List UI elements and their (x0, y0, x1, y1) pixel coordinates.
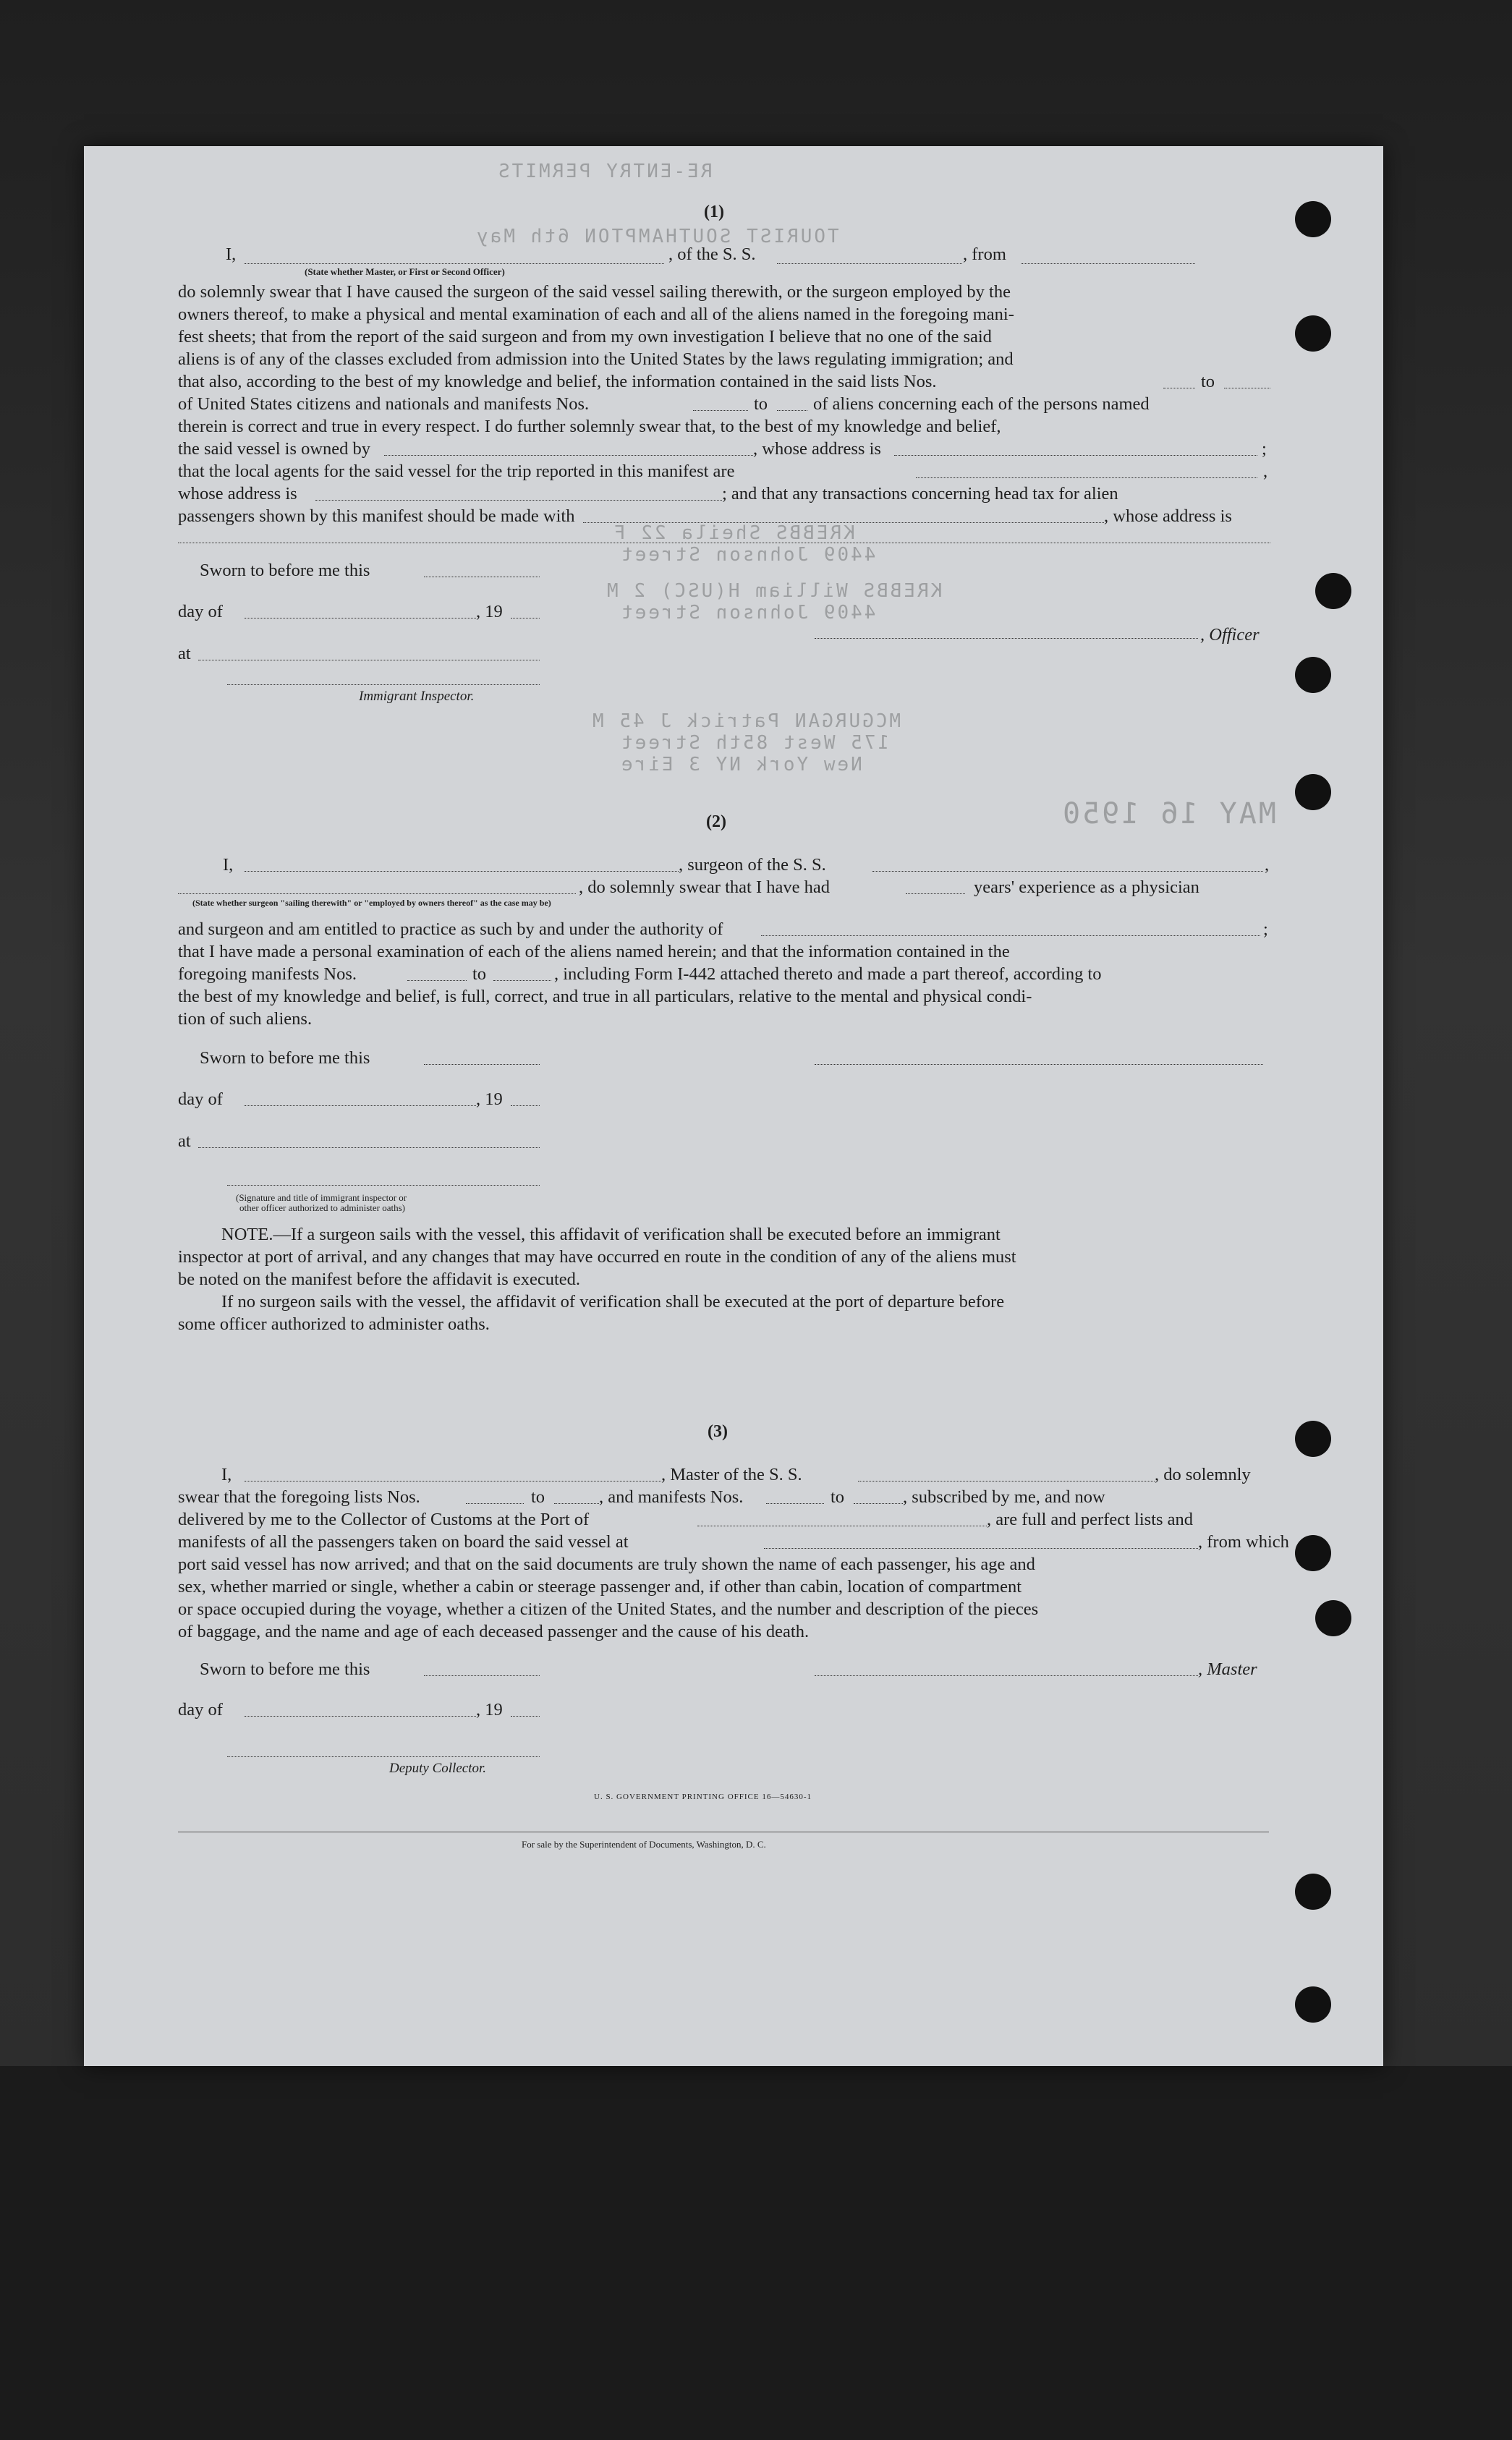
blank-line (764, 1548, 1198, 1549)
blank-line (245, 1481, 661, 1482)
section-text: therein is correct and true in every respect. I do further solemnly swear that, to the best of my knowledge and belief, (178, 417, 1001, 436)
bleed-line: RE-ENTRY PERMITS (496, 161, 713, 182)
section-text: that the local agents for the said vessel for the trip reported in this manifest are (178, 462, 735, 481)
section-text: to (531, 1487, 545, 1507)
section-text: years' experience as a physician (974, 877, 1199, 897)
blank-line (466, 1503, 524, 1504)
blank-line (1022, 263, 1195, 264)
punch-hole (1295, 1986, 1331, 2023)
blank-line (227, 1756, 540, 1757)
punch-hole (1295, 1421, 1331, 1457)
blank-line (777, 263, 962, 264)
blank-line (906, 893, 965, 894)
officer-label: , Officer (1200, 625, 1260, 645)
blank-line (854, 1503, 903, 1504)
section-text: tion of such aliens. (178, 1009, 313, 1029)
master-signature-line (815, 1675, 1198, 1676)
bleed-line: New York NY 3 Eire (619, 754, 862, 775)
section-text: to (1201, 372, 1215, 391)
for-sale-notice: For sale by the Superintendent of Documents, Washington, D. C. (522, 1839, 766, 1850)
section-text: and surgeon and am entitled to practice as such by and under the authority of (178, 919, 723, 939)
note-text: inspector at port of arrival, and any changes that may have occurred en route in the condition of any of the aliens must (178, 1247, 1016, 1267)
blank-line (511, 1716, 540, 1717)
blank-line (178, 893, 576, 894)
field-caption: (State whether surgeon "sailing therewith" or "employed by owners thereof" as the case may be) (192, 898, 551, 908)
section-text: that I have made a personal examination of each of the aliens named herein; and that the information contained in the (178, 942, 1010, 961)
blank-line (315, 500, 722, 501)
oath-paragraph: do solemnly swear that I have caused the surgeon of the said vessel sailing therewith, or the surgeon employed by the owners thereof, to make a physical and mental examination of each and all of the aliens named in the foregoing mani- fest sheets; that from the report of the said surgeon and from my own investigation I believe that no one of the said aliens is of any of the classes excluded from admission into the United States by the laws regulating immigration; and (178, 282, 1014, 369)
section-text: , of the S. S. (668, 245, 756, 264)
punch-hole (1315, 1600, 1351, 1636)
blank-line (766, 1503, 824, 1504)
oath-paragraph: port said vessel has now arrived; and that on the said documents are truly shown the name of each passenger, his age and sex, whether married or single, whether a cabin or steerage passenger and, if other than cabin, location of compartment or space occupied during the voyage, whether a citizen of the United States, and the number and description of the pieces of baggage, and the name and age of each deceased passenger and the cause of his death. (178, 1555, 1039, 1641)
section-text: , do solemnly swear that I have had (579, 877, 830, 897)
blank-line (761, 935, 1260, 936)
printing-office: U. S. GOVERNMENT PRINTING OFFICE 16—54630-1 (594, 1793, 812, 1801)
blank-line (245, 871, 679, 872)
blank-line (554, 1503, 599, 1504)
scanner-margin (0, 2066, 1512, 2440)
section-text: , and manifests Nos. (599, 1487, 744, 1507)
section-text: the best of my knowledge and belief, is full, correct, and true in all particulars, relative to the mental and physical condi- (178, 987, 1032, 1006)
blank-line (424, 1675, 540, 1676)
section-text: to (472, 964, 487, 984)
section-text: , surgeon of the S. S. (679, 855, 826, 875)
blank-line (916, 477, 1257, 478)
section-text: , subscribed by me, and now (903, 1487, 1105, 1507)
section-text: , Master of the S. S. (661, 1465, 802, 1484)
punch-hole (1315, 573, 1351, 609)
blank-line (227, 1185, 540, 1186)
section-text: of United States citizens and nationals and manifests Nos. (178, 394, 590, 414)
bleed-line: 4409 Johnson Street (619, 602, 876, 624)
signature-line (815, 1064, 1263, 1065)
section-text: the said vessel is owned by (178, 439, 371, 459)
blank-line (777, 410, 807, 411)
blank-line (424, 1064, 540, 1065)
section-text: , do solemnly (1155, 1465, 1251, 1484)
bleed-line: 175 West 85th Street (619, 732, 890, 754)
section-text: ; and that any transactions concerning head tax for alien (722, 484, 1118, 503)
manifest-page (84, 146, 1383, 2066)
master-label: , Master (1198, 1659, 1257, 1679)
section-text: of aliens concerning each of the persons named (813, 394, 1150, 414)
section-text: , from (963, 245, 1006, 264)
sworn-label: Sworn to before me this (200, 561, 370, 580)
blank-line (894, 455, 1257, 456)
bleed-line: MCGURGAN Patrick J 45 M (590, 710, 901, 732)
blank-line (227, 684, 540, 685)
note-text: be noted on the manifest before the affidavit is executed. (178, 1270, 581, 1289)
deputy-caption: Deputy Collector. (389, 1761, 487, 1776)
blank-line (245, 1105, 476, 1106)
signature-caption: other officer authorized to administer oaths) (239, 1202, 405, 1213)
blank-line (693, 410, 748, 411)
section-text: , (1265, 855, 1270, 875)
bleed-line: TOURIST SOUTHAMPTON 6th May (475, 226, 839, 247)
section-number: (2) (706, 812, 726, 831)
section-text: ; (1263, 919, 1268, 939)
punch-hole (1295, 774, 1331, 810)
day-label: day of (178, 1700, 223, 1720)
blank-line (407, 980, 467, 981)
blank-line (245, 1716, 476, 1717)
section-text: , whose address is (1104, 506, 1232, 526)
note-text: NOTE.—If a surgeon sails with the vessel, this affidavit of verification shall be executed before an immigrant (221, 1225, 1001, 1244)
section-text: to (754, 394, 768, 414)
section-text: I, (223, 855, 234, 875)
year-label: , 19 (476, 1700, 503, 1720)
day-label: day of (178, 1089, 223, 1109)
punch-hole (1295, 315, 1331, 352)
section-text: manifests of all the passengers taken on board the said vessel at (178, 1532, 629, 1552)
bleed-line: KREBBS William H(USC) 2 M (605, 580, 943, 602)
blank-line (384, 455, 753, 456)
inspector-caption: Immigrant Inspector. (359, 689, 475, 704)
year-label: , 19 (476, 1089, 503, 1109)
blank-line (858, 1481, 1155, 1482)
sworn-label: Sworn to before me this (200, 1048, 370, 1068)
section-text: I, (221, 1465, 232, 1484)
blank-line (583, 522, 1104, 523)
blank-line (198, 1147, 540, 1148)
year-label: , 19 (476, 602, 503, 621)
bleed-stamp: MAY 16 1950 (1061, 797, 1276, 830)
officer-signature-line (815, 638, 1198, 639)
punch-hole (1295, 657, 1331, 693)
section-text: ; (1262, 439, 1267, 459)
section-text: whose address is (178, 484, 297, 503)
blank-line (511, 1105, 540, 1106)
sworn-label: Sworn to before me this (200, 1659, 370, 1679)
punch-hole (1295, 1874, 1331, 1910)
signature-caption: (Signature and title of immigrant inspector or (236, 1192, 407, 1203)
at-label: at (178, 1131, 191, 1151)
bleed-line: KREBBS Sheila 22 F (612, 522, 855, 544)
punch-hole (1295, 201, 1331, 237)
section-text: to (831, 1487, 845, 1507)
section-text: that also, according to the best of my knowledge and belief, the information contained in the said lists Nos. (178, 372, 937, 391)
section-number: (3) (708, 1422, 728, 1441)
punch-hole (1295, 1535, 1331, 1571)
blank-line (493, 980, 551, 981)
section-text: , including Form I-442 attached thereto and made a part thereof, according to (554, 964, 1102, 984)
section-text: I, (226, 245, 237, 264)
section-text: passengers shown by this manifest should be made with (178, 506, 575, 526)
blank-line (245, 263, 664, 264)
section-text: , from which (1198, 1532, 1289, 1552)
note-text: If no surgeon sails with the vessel, the affidavit of verification shall be executed at the port of departure before (221, 1292, 1005, 1312)
section-text: , (1263, 462, 1268, 481)
section-text: swear that the foregoing lists Nos. (178, 1487, 420, 1507)
section-text: delivered by me to the Collector of Customs at the Port of (178, 1510, 590, 1529)
bleed-line: 4409 Johnson Street (619, 544, 876, 566)
day-label: day of (178, 602, 223, 621)
section-text: , are full and perfect lists and (987, 1510, 1194, 1529)
section-number: (1) (704, 203, 724, 221)
note-text: some officer authorized to administer oaths. (178, 1314, 490, 1334)
section-text: , whose address is (753, 439, 881, 459)
field-caption: (State whether Master, or First or Second Officer) (305, 266, 505, 277)
section-text: foregoing manifests Nos. (178, 964, 357, 984)
at-label: at (178, 644, 191, 663)
blank-line (872, 871, 1263, 872)
